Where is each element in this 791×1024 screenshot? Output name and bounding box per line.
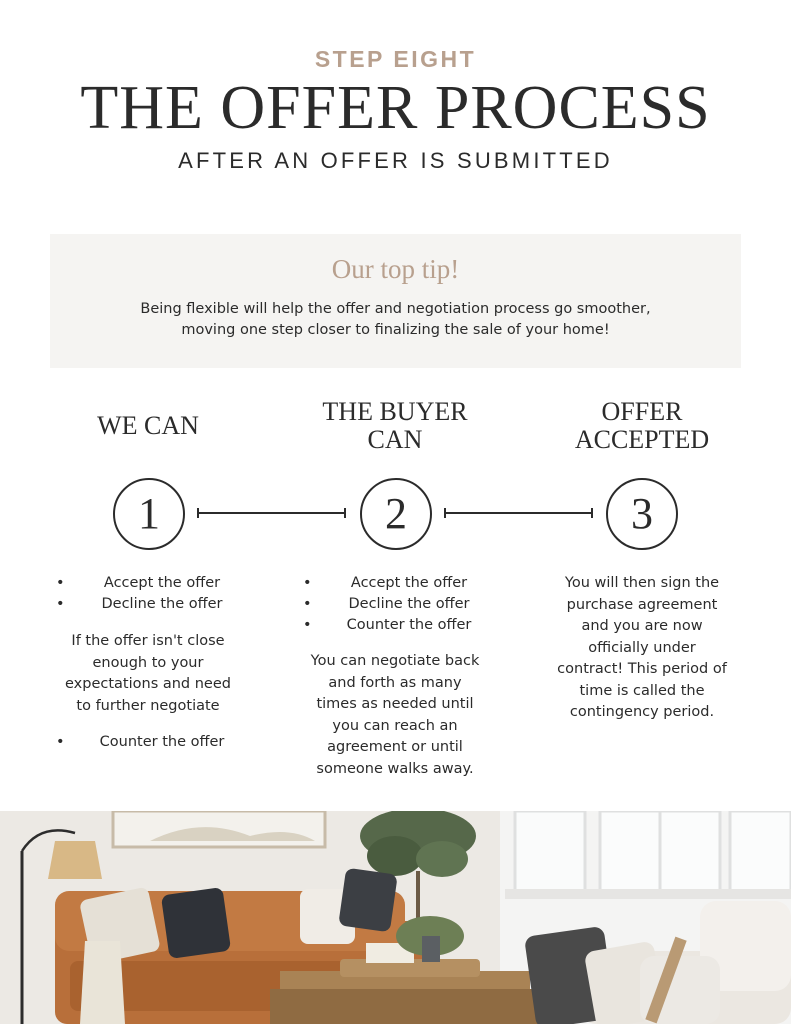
paragraph-line: times as needed until — [316, 696, 474, 712]
paragraph-line: contingency period. — [569, 704, 715, 720]
list-item: • Decline the offer — [339, 594, 479, 615]
paragraph-line: If the offer isn't close — [71, 633, 225, 649]
step-1-heading-line-1: WE CAN — [97, 411, 199, 440]
step-3-heading — [532, 398, 752, 454]
paragraph-line: and you are now — [581, 618, 703, 634]
step-2-heading-line-1: THE BUYER — [322, 397, 468, 426]
step-2-bullets — [339, 573, 479, 636]
paragraph-line: someone walks away. — [316, 760, 474, 777]
list-item: • Accept the offer — [339, 573, 479, 594]
step-kicker: STEP EIGHT — [314, 46, 477, 72]
paragraph-line: contract! This period of — [557, 661, 727, 677]
step-2-heading — [285, 398, 505, 454]
list-item: • Decline the offer — [92, 594, 232, 615]
step-3-number: 3 — [606, 478, 678, 550]
paragraph-line: enough to your — [92, 654, 204, 671]
step-3-heading-line-2: ACCEPTED — [574, 425, 710, 454]
step-1-heading — [38, 412, 258, 440]
paragraph-line: expectations and need — [65, 676, 231, 692]
paragraph-line: officially under — [588, 639, 696, 656]
paragraph-line: time is called the — [579, 682, 705, 699]
paragraph-line: purchase agreement — [566, 596, 718, 613]
tip-line-1: Being flexible will help the offer and negotiation process go smoother, — [140, 301, 651, 317]
paragraph-line: You can negotiate back — [310, 653, 480, 669]
list-item: • Counter the offer — [339, 615, 479, 636]
step-2-heading-line-2: CAN — [367, 425, 423, 454]
paragraph-line: agreement or until — [327, 739, 463, 755]
step-2-number: 2 — [360, 478, 432, 550]
living-room-photo — [0, 811, 791, 1024]
step-2-paragraph — [285, 651, 505, 780]
step-1-paragraph — [38, 631, 258, 717]
connector-2-3 — [444, 512, 593, 514]
page-title: THE OFFER PROCESS — [80, 74, 711, 142]
paragraph-line: you can reach an — [332, 717, 458, 734]
tip-box — [50, 234, 741, 368]
tip-line-2: moving one step closer to finalizing the sale of your home! — [181, 322, 610, 338]
paragraph-line: and forth as many — [328, 674, 462, 691]
connector-1-2 — [197, 512, 346, 514]
paragraph-line: to further negotiate — [76, 697, 220, 714]
step-1-number: 1 — [113, 478, 185, 550]
step-1-bullets — [92, 573, 232, 615]
step-1-extra-bullets — [92, 732, 232, 753]
paragraph-line: You will then sign the — [564, 575, 720, 591]
step-3-heading-line-1: OFFER — [601, 397, 683, 426]
list-item: • Counter the offer — [92, 732, 232, 753]
tip-heading: Our top tip! — [331, 254, 460, 284]
tip-body — [50, 299, 741, 341]
step-3-paragraph — [532, 573, 752, 724]
list-item: • Accept the offer — [92, 573, 232, 594]
page-subtitle: AFTER AN OFFER IS SUBMITTED — [178, 148, 613, 173]
